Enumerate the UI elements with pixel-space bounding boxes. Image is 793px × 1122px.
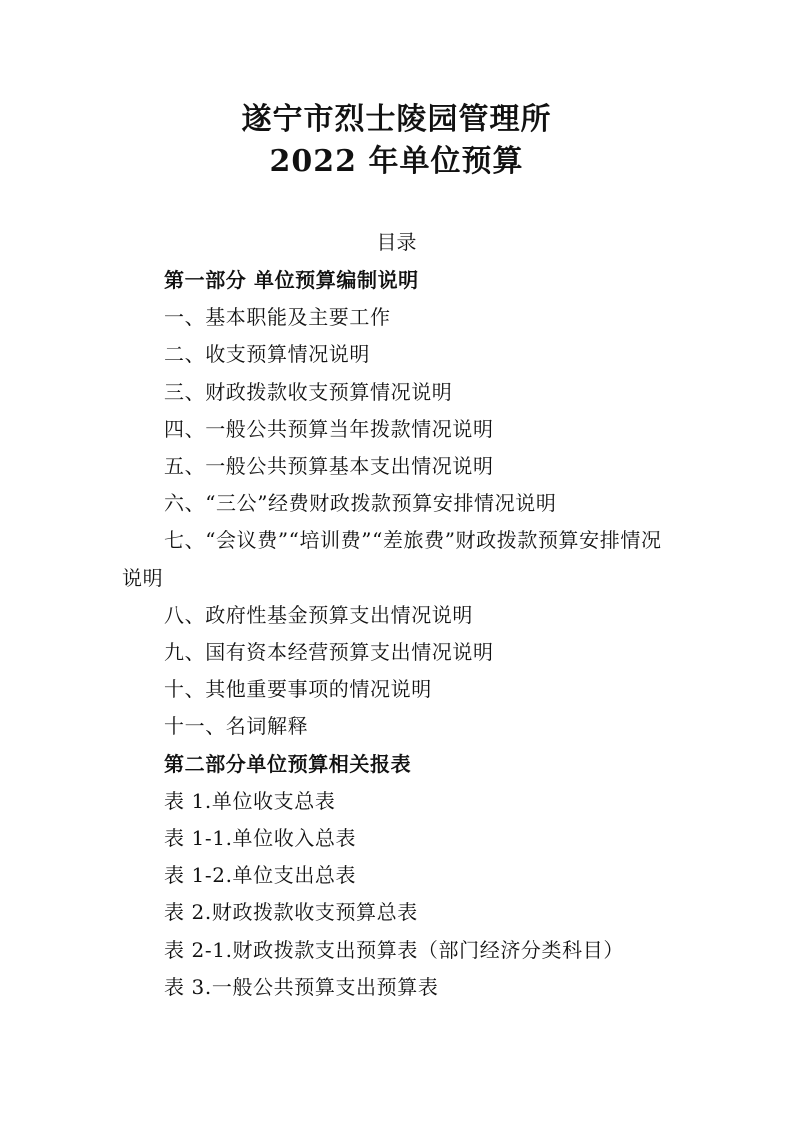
toc-item: 表 1-1.单位收入总表 xyxy=(164,826,357,851)
toc-item: 表 1-2.单位支出总表 xyxy=(164,863,357,888)
document-title: 遂宁市烈士陵园管理所 xyxy=(241,102,552,137)
toc-item: 九、国有资本经营预算支出情况说明 xyxy=(164,640,494,665)
toc-heading: 目录 xyxy=(376,230,417,254)
toc-item: 八、政府性基金预算支出情况说明 xyxy=(164,602,473,627)
toc-item: 四、一般公共预算当年拨款情况说明 xyxy=(164,416,494,441)
toc-item: 五、一般公共预算基本支出情况说明 xyxy=(164,454,494,479)
table-of-contents xyxy=(122,262,682,1006)
toc-part-2: 第二部分单位预算相关报表 xyxy=(164,751,412,776)
toc-item: 十一、名词解释 xyxy=(164,714,309,739)
toc-item: 十、其他重要事项的情况说明 xyxy=(164,677,432,702)
toc-part-1: 第一部分 单位预算编制说明 xyxy=(164,268,419,292)
toc-item: 七、“会议费”“培训费”“差旅费”财政拨款预算安排情况说明 xyxy=(122,528,662,590)
toc-item: 表 2.财政拨款收支预算总表 xyxy=(164,900,418,925)
toc-item: 表 3.一般公共预算支出预算表 xyxy=(164,974,439,999)
document-subtitle: 2022 年单位预算 xyxy=(269,144,524,179)
toc-item: 表 1.单位收支总表 xyxy=(164,788,336,813)
toc-item: 六、“三公”经费财政拨款预算安排情况说明 xyxy=(164,491,557,516)
toc-item: 二、收支预算情况说明 xyxy=(164,342,370,367)
toc-item: 一、基本职能及主要工作 xyxy=(164,305,391,330)
toc-item: 三、财政拨款收支预算情况说明 xyxy=(164,379,453,404)
toc-item: 表 2-1.财政拨款支出预算表（部门经济分类科目） xyxy=(164,937,624,962)
